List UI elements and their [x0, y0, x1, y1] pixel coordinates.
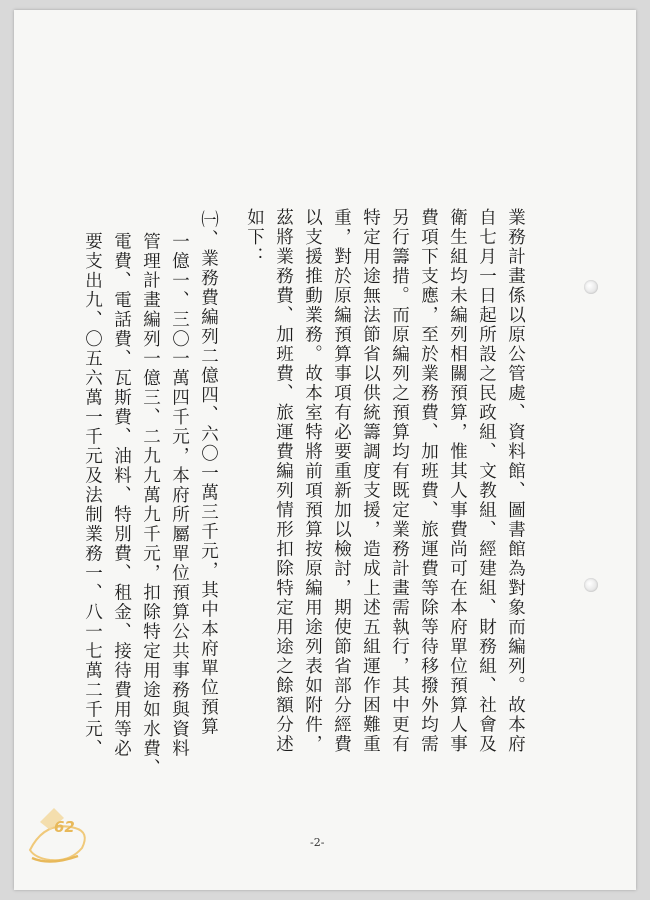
text-line-2: 自七月一日起所設之民政組、文教組、經建組、財務組、社會及	[476, 208, 497, 754]
page-number: -2-	[310, 836, 325, 849]
archive-logo-text: 62	[54, 818, 75, 836]
text-line-14: 電費、電話費、瓦斯費、油料、特別費、租金、接待費用等必	[111, 232, 132, 759]
text-line-13: 管理計畫編列一億三、二九九萬九千元，扣除特定用途如水費、	[140, 232, 161, 778]
text-line-8: 以支援推動業務。故本室特將前項預算按原編用途列表如附件，	[302, 208, 323, 754]
text-line-15: 要支出九、〇五六萬一千元及法制業務一、八一七萬二千元、	[82, 232, 103, 759]
text-line-11: ㈠、業務費編列二億四、六〇一萬三千元，其中本府單位預算	[198, 210, 219, 737]
text-line-9: 茲將業務費、加班費、旅運費編列情形扣除特定用途之餘額分述	[273, 208, 294, 754]
text-line-3: 衛生組均未編列相關預算，惟其人事費尚可在本府單位預算人事	[447, 208, 468, 754]
punch-hole-bottom	[584, 578, 598, 592]
text-line-12: 一億一、三〇一萬四千元，本府所屬單位預算公共事務與資料	[169, 232, 190, 759]
text-line-10: 如下：	[244, 208, 265, 267]
text-line-1: 業務計畫係以原公管處、資料館、圖書館為對象而編列。故本府	[505, 208, 526, 754]
text-line-4: 費項下支應，至於業務費、加班費、旅運費等除等待移撥外均需	[418, 208, 439, 754]
document-page	[14, 10, 636, 890]
punch-hole-top	[584, 280, 598, 294]
text-line-6: 特定用途無法節省以供統籌調度支援，造成上述五組運作困難重	[360, 208, 381, 754]
text-line-7: 重，對於原編預算事項有必要重新加以檢討，期使節省部分經費	[331, 208, 352, 754]
text-line-5: 另行籌措。而原編列之預算均有既定業務計畫需執行，其中更有	[389, 208, 410, 754]
